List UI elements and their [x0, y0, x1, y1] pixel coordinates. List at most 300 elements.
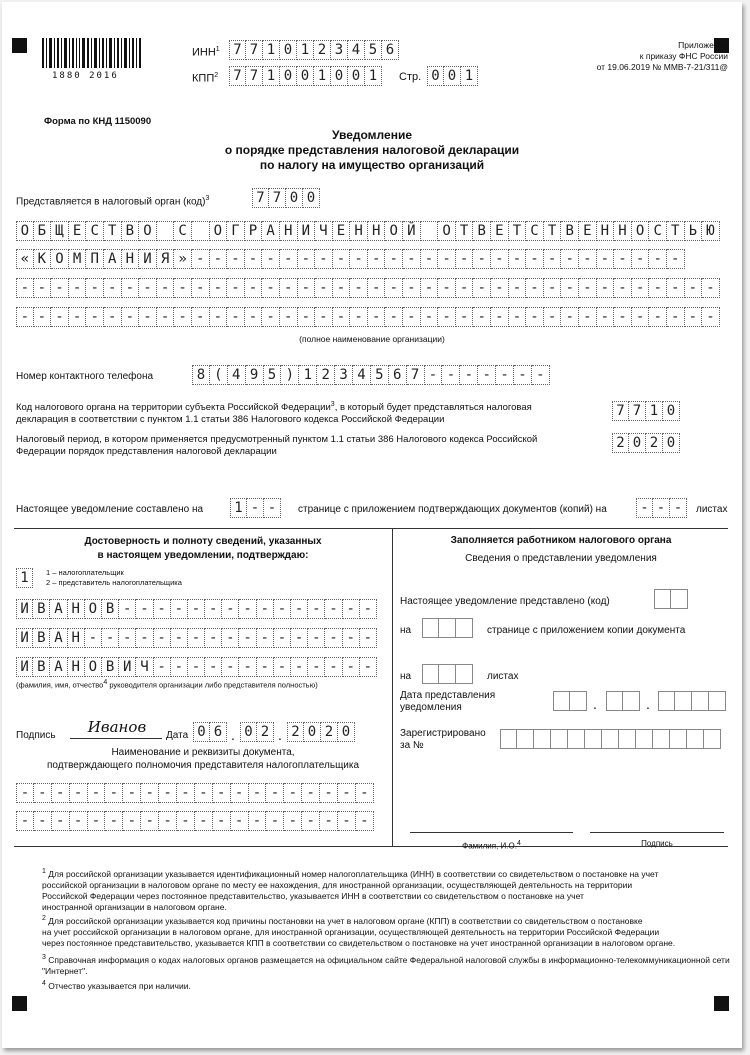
char-cell: - — [473, 249, 491, 269]
char-cell: Я — [157, 249, 175, 269]
char-cell: - — [509, 278, 527, 298]
char-cell: - — [473, 278, 491, 298]
char-cell: « — [16, 249, 34, 269]
corner-marker — [714, 996, 729, 1011]
char-cell: - — [274, 657, 291, 677]
char-cell: 1 — [263, 40, 280, 60]
char-cell: А — [50, 628, 67, 648]
char-cell: - — [421, 307, 439, 327]
char-cell: - — [473, 307, 491, 327]
char-cell: - — [188, 599, 205, 619]
char-cell: - — [308, 657, 325, 677]
sheets-label: листах — [696, 504, 728, 515]
kpp-field[interactable] — [229, 66, 382, 86]
char-cell: - — [360, 599, 377, 619]
confirmation-heading: Достоверность и полноту сведений, указанных в настоящем уведомлении, подтверждаю: — [84, 536, 322, 561]
org-name-row-2[interactable] — [16, 249, 685, 269]
char-cell: - — [257, 657, 274, 677]
char-cell: Р — [245, 221, 263, 241]
char-cell: - — [88, 783, 106, 803]
char-cell: - — [544, 278, 562, 298]
char-cell: - — [667, 249, 685, 269]
char-cell: Щ — [51, 221, 69, 241]
char-cell: 4 — [228, 365, 246, 385]
char-cell: - — [579, 278, 597, 298]
region-code-field[interactable] — [612, 401, 680, 421]
char-cell: - — [291, 628, 308, 648]
char-cell: - — [456, 249, 474, 269]
char-cell: - — [685, 278, 703, 298]
char-cell: - — [205, 628, 222, 648]
date-separator: . — [593, 696, 597, 712]
char-cell: 7 — [246, 40, 263, 60]
char-cell: - — [154, 599, 171, 619]
period-label: Налоговый период, в котором применяется предусмотренный пунктом 1.1 статьи 386 Налогового кодекса Российской Федерации порядок представления налоговой декларации — [16, 434, 538, 457]
char-cell: - — [614, 278, 632, 298]
char-cell: - — [421, 249, 439, 269]
char-cell: 7 — [229, 66, 246, 86]
char-cell: - — [385, 307, 403, 327]
pages-attachment-label: странице с приложением подтверждающих документов (копий) на — [298, 504, 607, 515]
char-cell: - — [597, 249, 615, 269]
char-cell: - — [325, 657, 342, 677]
char-cell: 7 — [612, 401, 629, 421]
char-cell: - — [210, 249, 228, 269]
signer-options: 1 – налогоплательщик 2 – представитель налогоплательщика — [46, 568, 182, 587]
char-cell: 1 — [365, 66, 382, 86]
char-cell: - — [315, 307, 333, 327]
char-cell: - — [702, 278, 720, 298]
char-cell: 0 — [348, 66, 365, 86]
name-field[interactable] — [16, 628, 377, 648]
char-cell: - — [159, 811, 177, 831]
signature-label: Подпись — [16, 730, 56, 741]
char-cell: - — [343, 628, 360, 648]
char-cell: - — [403, 249, 421, 269]
char-cell: - — [532, 365, 550, 385]
char-cell: 2 — [314, 40, 331, 60]
submission-code-field[interactable] — [654, 589, 688, 609]
date-day-field[interactable] — [193, 722, 227, 742]
char-cell: В — [102, 657, 119, 677]
char-cell: - — [257, 599, 274, 619]
char-cell: - — [509, 307, 527, 327]
authority-doc-label: Наименование и реквизиты документа, подтверждающего полномочия представителя налогоплательщика — [46, 747, 360, 771]
char-cell: - — [291, 657, 308, 677]
char-cell: 7 — [269, 188, 286, 208]
char-cell: В — [33, 628, 50, 648]
char-cell: - — [34, 278, 52, 298]
char-cell: - — [105, 783, 123, 803]
officer-signature-label: Подпись — [641, 839, 673, 848]
kpp-label: КПП$^2$ — [192, 72, 219, 85]
tax-office-label: Представляется в налоговый орган (код)$^3$ — [16, 195, 210, 208]
char-cell: - — [195, 811, 213, 831]
char-cell: И — [16, 599, 33, 619]
submission-day-field[interactable] — [553, 691, 587, 711]
date-label: Дата — [166, 730, 189, 741]
registration-label: Зарегистрировано за № — [400, 728, 486, 751]
tax-office-code-field[interactable] — [252, 188, 320, 208]
char-cell: О — [85, 599, 102, 619]
char-cell: - — [222, 599, 239, 619]
column-divider — [392, 528, 393, 846]
org-name-row-1[interactable] — [16, 221, 720, 241]
char-cell: Ю — [702, 221, 720, 241]
char-cell: Е — [333, 221, 351, 241]
char-cell: - — [526, 249, 544, 269]
char-cell: 9 — [246, 365, 264, 385]
char-cell: - — [70, 783, 88, 803]
char-cell: А — [262, 221, 280, 241]
char-cell: С — [526, 221, 544, 241]
char-cell: - — [157, 307, 175, 327]
char-cell: 2 — [257, 722, 274, 742]
char-cell: 7 — [246, 66, 263, 86]
barcode-number: 1880 2016 — [52, 71, 119, 81]
char-cell: - — [264, 498, 281, 518]
char-cell: » — [174, 249, 192, 269]
char-cell: - — [171, 657, 188, 677]
officer-sheets-field[interactable] — [422, 664, 473, 684]
char-cell: - — [460, 365, 478, 385]
char-cell: - — [509, 249, 527, 269]
char-cell: - — [154, 628, 171, 648]
char-cell: Т — [667, 221, 685, 241]
char-cell: - — [333, 278, 351, 298]
char-cell: С — [649, 221, 667, 241]
char-cell: - — [425, 365, 443, 385]
char-cell: - — [442, 365, 460, 385]
char-cell: В — [561, 221, 579, 241]
char-cell: О — [210, 221, 228, 241]
char-cell: - — [188, 628, 205, 648]
char-cell: - — [632, 249, 650, 269]
char-cell: - — [333, 307, 351, 327]
char-cell: 5 — [264, 365, 282, 385]
char-cell: 1 — [314, 66, 331, 86]
char-cell: С — [174, 221, 192, 241]
char-cell: - — [320, 783, 338, 803]
char-cell: О — [632, 221, 650, 241]
char-cell: - — [52, 783, 70, 803]
char-cell: Е — [69, 221, 87, 241]
footnote-1: $^1$ Для российской организации указывается идентификационный номер налогоплательщика (ИНН) в соответствии со свидетельством о постановке на учет российской организации в налоговом органе по месту ее нахождения, для иностранной организации, осуществляющей деятельность на территории Российской Федерации через постоянное представительство, указывается ИНН в соответствии со свидетельством о постановке на учет иностранной организации в налоговом органе. — [42, 868, 659, 912]
char-cell: - — [210, 307, 228, 327]
char-cell: - — [702, 307, 720, 327]
char-cell: - — [561, 278, 579, 298]
char-cell: О — [139, 221, 157, 241]
signer-type-field[interactable] — [16, 568, 33, 588]
char-cell: - — [649, 307, 667, 327]
footnote-3: $^3$ Справочная информация о кодах налоговых органов размещается на официальном сайте Федеральной налоговой службы в информационно-телекоммуникационной сети "Интернет". — [42, 954, 730, 976]
char-cell: - — [343, 599, 360, 619]
char-cell: 0 — [663, 401, 680, 421]
char-cell: Т — [456, 221, 474, 241]
submission-code-label: Настоящее уведомление представлено (код) — [400, 596, 610, 607]
char-cell: - — [597, 278, 615, 298]
char-cell: - — [177, 783, 195, 803]
char-cell: - — [356, 783, 374, 803]
form-code: Форма по КНД 1150090 — [44, 116, 152, 127]
char-cell: - — [632, 307, 650, 327]
section-divider — [14, 528, 728, 529]
char-cell: 0 — [193, 722, 210, 742]
char-cell: 4 — [353, 365, 371, 385]
char-cell: Н — [68, 657, 85, 677]
char-cell: - — [122, 278, 140, 298]
char-cell: 2 — [287, 722, 304, 742]
char-cell: - — [291, 599, 308, 619]
char-cell: 0 — [304, 722, 321, 742]
char-cell: - — [667, 278, 685, 298]
char-cell: Н — [368, 221, 386, 241]
char-cell: И — [16, 657, 33, 677]
form-page — [2, 2, 742, 1048]
char-cell: - — [385, 278, 403, 298]
region-code-label: Код налогового органа на территории субъекта Российской Федерации$^3$, в который будет представляться налоговая декларация в соответствии с пунктом 1.1 статьи 386 Налогового кодекса Российской Федерации — [16, 401, 532, 426]
char-cell: 3 — [331, 40, 348, 60]
submission-date-label: Дата представления уведомления — [400, 690, 496, 713]
char-cell: Т — [544, 221, 562, 241]
char-cell: - — [274, 599, 291, 619]
corner-marker — [12, 38, 27, 53]
char-cell: О — [16, 221, 34, 241]
char-cell: Б — [34, 221, 52, 241]
char-cell: - — [315, 249, 333, 269]
char-cell: - — [104, 307, 122, 327]
char-cell: - — [298, 307, 316, 327]
char-cell: - — [192, 307, 210, 327]
char-cell: 0 — [240, 722, 257, 742]
char-cell: - — [171, 628, 188, 648]
char-cell: - — [649, 278, 667, 298]
char-cell: - — [315, 278, 333, 298]
char-cell: - — [338, 783, 356, 803]
char-cell: - — [205, 599, 222, 619]
char-cell: - — [350, 307, 368, 327]
char-cell: - — [222, 628, 239, 648]
char-cell: 2 — [321, 722, 338, 742]
char-cell: - — [298, 278, 316, 298]
char-cell: О — [85, 657, 102, 677]
char-cell: - — [302, 811, 320, 831]
char-cell: - — [34, 783, 52, 803]
pages-count-field[interactable] — [230, 498, 281, 518]
char-cell: - — [597, 307, 615, 327]
char-cell: 0 — [280, 66, 297, 86]
page-number-field[interactable] — [427, 66, 478, 86]
char-cell: 1 — [646, 401, 663, 421]
period-field[interactable] — [612, 433, 680, 453]
char-cell: - — [262, 249, 280, 269]
char-cell: 4 — [348, 40, 365, 60]
char-cell: - — [385, 249, 403, 269]
char-cell: С — [86, 221, 104, 241]
char-cell: - — [34, 811, 52, 831]
char-cell: - — [119, 628, 136, 648]
corner-marker — [12, 996, 27, 1011]
char-cell: Н — [350, 221, 368, 241]
footnote-4: $^4$ Отчество указывается при наличии. — [42, 980, 191, 991]
char-cell: Н — [597, 221, 615, 241]
char-cell: - — [274, 628, 291, 648]
char-cell: - — [302, 783, 320, 803]
char-cell: - — [514, 365, 532, 385]
char-cell: - — [368, 307, 386, 327]
char-cell: Е — [491, 221, 509, 241]
patronymic-field[interactable] — [16, 657, 377, 677]
footnote-2: $^2$ Для российской организации указывается код причины постановки на учет в налоговом органе (КПП) в соответствии со свидетельством о постановке на учет российской организации в налоговом органе, для иностранной организации, осуществляющей деятельность на территории Российской Федерации через постоянное представительство, указывается КПП в соответствии со свидетельством о постановке на учет иностранной организации в налоговом органе. — [42, 915, 676, 948]
submission-year-field[interactable] — [658, 691, 726, 711]
char-cell: - — [320, 811, 338, 831]
char-cell: - — [368, 249, 386, 269]
char-cell: - — [491, 278, 509, 298]
char-cell: 1 — [461, 66, 478, 86]
char-cell: - — [280, 307, 298, 327]
char-cell: 1 — [297, 40, 314, 60]
char-cell: - — [266, 811, 284, 831]
char-cell: - — [360, 628, 377, 648]
char-cell: - — [227, 278, 245, 298]
char-cell: 6 — [382, 40, 399, 60]
phone-field[interactable] — [192, 365, 550, 385]
char-cell: - — [136, 628, 153, 648]
char-cell: - — [245, 307, 263, 327]
char-cell: - — [119, 599, 136, 619]
char-cell: О — [438, 221, 456, 241]
char-cell: - — [262, 307, 280, 327]
char-cell: М — [69, 249, 87, 269]
char-cell: А — [50, 599, 67, 619]
char-cell: - — [51, 278, 69, 298]
char-cell: - — [308, 628, 325, 648]
char-cell: В — [102, 599, 119, 619]
char-cell: - — [139, 307, 157, 327]
date-year-field[interactable] — [287, 722, 355, 742]
char-cell: Н — [68, 599, 85, 619]
char-cell: - — [245, 249, 263, 269]
date-separator: . — [278, 727, 282, 743]
surname-field[interactable] — [16, 599, 377, 619]
char-cell: 6 — [210, 722, 227, 742]
char-cell: Т — [104, 221, 122, 241]
char-cell: - — [544, 249, 562, 269]
char-cell: - — [614, 307, 632, 327]
char-cell: И — [119, 657, 136, 677]
char-cell: - — [52, 811, 70, 831]
char-cell: - — [284, 783, 302, 803]
char-cell — [421, 221, 439, 241]
char-cell: - — [403, 307, 421, 327]
char-cell: - — [280, 278, 298, 298]
char-cell: 0 — [427, 66, 444, 86]
char-cell: - — [239, 628, 256, 648]
char-cell: 7 — [229, 40, 246, 60]
submission-info-heading: Сведения о представлении уведомления — [465, 553, 657, 564]
char-cell: - — [350, 278, 368, 298]
authority-doc-row-2[interactable] — [16, 811, 374, 831]
char-cell: - — [86, 307, 104, 327]
char-cell: - — [171, 599, 188, 619]
char-cell: - — [403, 278, 421, 298]
char-cell: - — [227, 249, 245, 269]
char-cell: В — [33, 657, 50, 677]
char-cell: - — [122, 307, 140, 327]
char-cell: Т — [509, 221, 527, 241]
char-cell: 1 — [263, 66, 280, 86]
char-cell: 5 — [371, 365, 389, 385]
char-cell: - — [86, 278, 104, 298]
inn-label: ИНН$^1$ — [192, 46, 220, 59]
char-cell: Е — [579, 221, 597, 241]
date-month-field[interactable] — [240, 722, 274, 742]
char-cell: - — [421, 278, 439, 298]
char-cell: И — [16, 628, 33, 648]
char-cell: - — [141, 783, 159, 803]
char-cell: - — [653, 498, 670, 518]
char-cell: 5 — [365, 40, 382, 60]
char-cell: - — [188, 657, 205, 677]
inn-field[interactable] — [229, 40, 399, 60]
char-cell: - — [195, 783, 213, 803]
char-cell: - — [257, 628, 274, 648]
char-cell — [157, 221, 175, 241]
char-cell: - — [338, 811, 356, 831]
officer-signature-line — [590, 832, 724, 833]
char-cell: - — [177, 811, 195, 831]
sheets-count-field[interactable] — [636, 498, 687, 518]
char-cell: П — [86, 249, 104, 269]
char-cell: 1 — [230, 498, 247, 518]
char-cell: - — [325, 628, 342, 648]
char-cell: Н — [614, 221, 632, 241]
char-cell: 0 — [297, 66, 314, 86]
registration-number-field[interactable] — [500, 729, 721, 749]
char-cell: В — [33, 599, 50, 619]
annex-note: Приложение к приказу ФНС России от 19.06.2019 № ММВ-7-21/311@ — [596, 40, 728, 72]
tax-officer-heading: Заполняется работником налогового органа — [450, 535, 672, 546]
char-cell: - — [105, 811, 123, 831]
char-cell: 2 — [612, 433, 629, 453]
fio-caption: (фамилия, имя, отчество$^4$ руководителя организации либо представителя полностью) — [16, 679, 318, 690]
char-cell: 0 — [331, 66, 348, 86]
char-cell: - — [456, 278, 474, 298]
na-label: на — [400, 625, 412, 636]
na-label: на — [400, 671, 412, 682]
char-cell: - — [139, 278, 157, 298]
char-cell: 6 — [389, 365, 407, 385]
char-cell: - — [69, 278, 87, 298]
officer-pages-field[interactable] — [422, 618, 473, 638]
char-cell: - — [298, 249, 316, 269]
char-cell: - — [213, 811, 231, 831]
submission-month-field[interactable] — [606, 691, 640, 711]
char-cell: 7 — [407, 365, 425, 385]
char-cell: - — [266, 783, 284, 803]
char-cell: - — [456, 307, 474, 327]
char-cell: И — [139, 249, 157, 269]
char-cell: - — [174, 307, 192, 327]
authority-doc-row-1[interactable] — [16, 783, 374, 803]
char-cell: 1 — [16, 568, 33, 588]
char-cell: К — [34, 249, 52, 269]
char-cell: - — [561, 307, 579, 327]
org-name-row-4[interactable] — [16, 307, 720, 327]
org-name-row-3[interactable] — [16, 278, 720, 298]
char-cell: 0 — [629, 433, 646, 453]
char-cell: - — [70, 811, 88, 831]
